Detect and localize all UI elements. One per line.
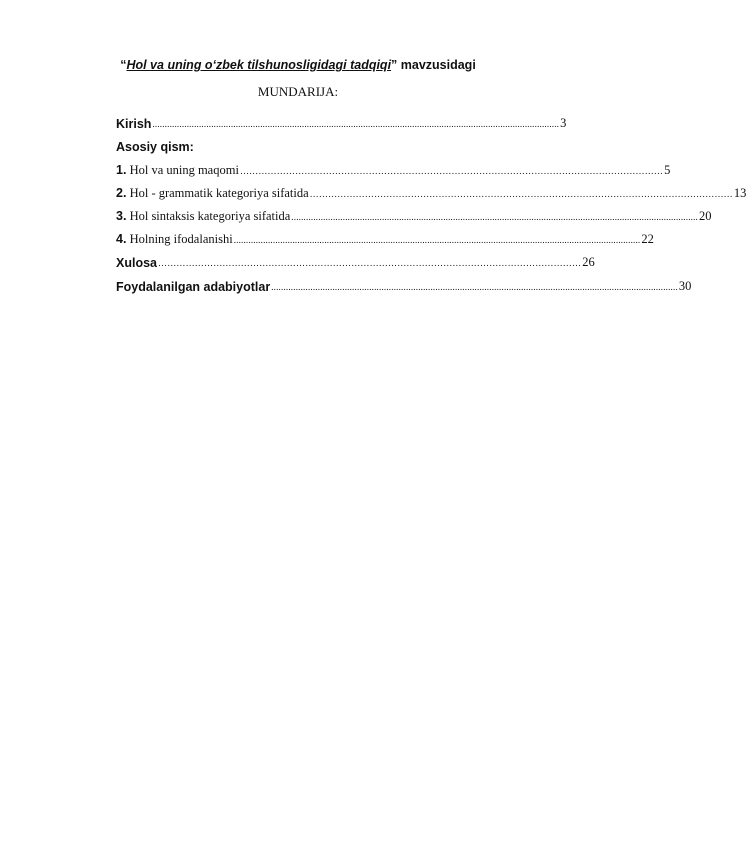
dot-leader: ...................................................................................................................................................................... <box>233 235 641 246</box>
toc-entry-label: Hol - grammatik kategoriya sifatida <box>126 185 309 200</box>
dot-leader: ...................................................................................................................................................................... <box>291 211 698 222</box>
dot-leader: ...................................................................................................................................................................... <box>271 281 678 292</box>
title-suffix: mavzusidagi <box>397 58 476 72</box>
toc-entry-label: Hol sintaksis kategoriya sifatida <box>126 208 291 223</box>
toc-page-number: 3 <box>560 116 567 131</box>
dot-leader: ………………………………………………………………………………………………………………………… <box>309 188 733 199</box>
toc-entry-kirish <box>116 108 567 132</box>
dot-leader: ………………………………………………………………………………………………………………………… <box>239 165 664 176</box>
toc-entry-number: 2. <box>116 185 127 200</box>
title-open-quote: “ <box>120 58 127 72</box>
title-topic: Hol va uning o‘zbek tilshunosligidagi tadqiqi <box>126 58 392 72</box>
toc-entry-2 <box>116 178 746 201</box>
toc-entry-adabiyotlar <box>116 270 692 294</box>
toc-entry-1 <box>116 154 671 177</box>
table-of-contents <box>116 108 746 294</box>
toc-entry-3 <box>116 201 712 224</box>
toc-entry-label: Foydalanilgan adabiyotlar <box>116 279 271 294</box>
toc-page-number: 5 <box>664 162 671 177</box>
toc-entry-label: Xulosa <box>116 256 157 271</box>
toc-page-number: 13 <box>733 185 746 200</box>
toc-page-number: 26 <box>582 255 595 270</box>
toc-entry-label: Hol va uning maqomi <box>126 162 239 177</box>
toc-section-label: Asosiy qism: <box>116 140 194 155</box>
toc-heading: MUNDARIJA: <box>257 84 339 99</box>
toc-entry-number: 3. <box>116 208 127 223</box>
toc-section-heading <box>116 131 548 154</box>
toc-page-number: 30 <box>678 278 692 293</box>
toc-entry-label: Holning ifodalanishi <box>126 232 233 247</box>
toc-page-number: 20 <box>699 208 712 223</box>
toc-entry-number: 4. <box>116 232 127 247</box>
toc-page-number: 22 <box>641 232 654 247</box>
dot-leader: ………………………………………………………………………………………………………………………… <box>158 258 582 269</box>
toc-entry-4 <box>116 224 654 247</box>
toc-entry-label: Kirish <box>116 117 152 132</box>
title-close-quote: ” <box>391 58 398 72</box>
dot-leader: ...................................................................................................................................................................... <box>152 119 560 130</box>
toc-entry-xulosa <box>116 247 595 271</box>
toc-entry-number: 1. <box>116 162 127 177</box>
document-title <box>0 58 596 72</box>
